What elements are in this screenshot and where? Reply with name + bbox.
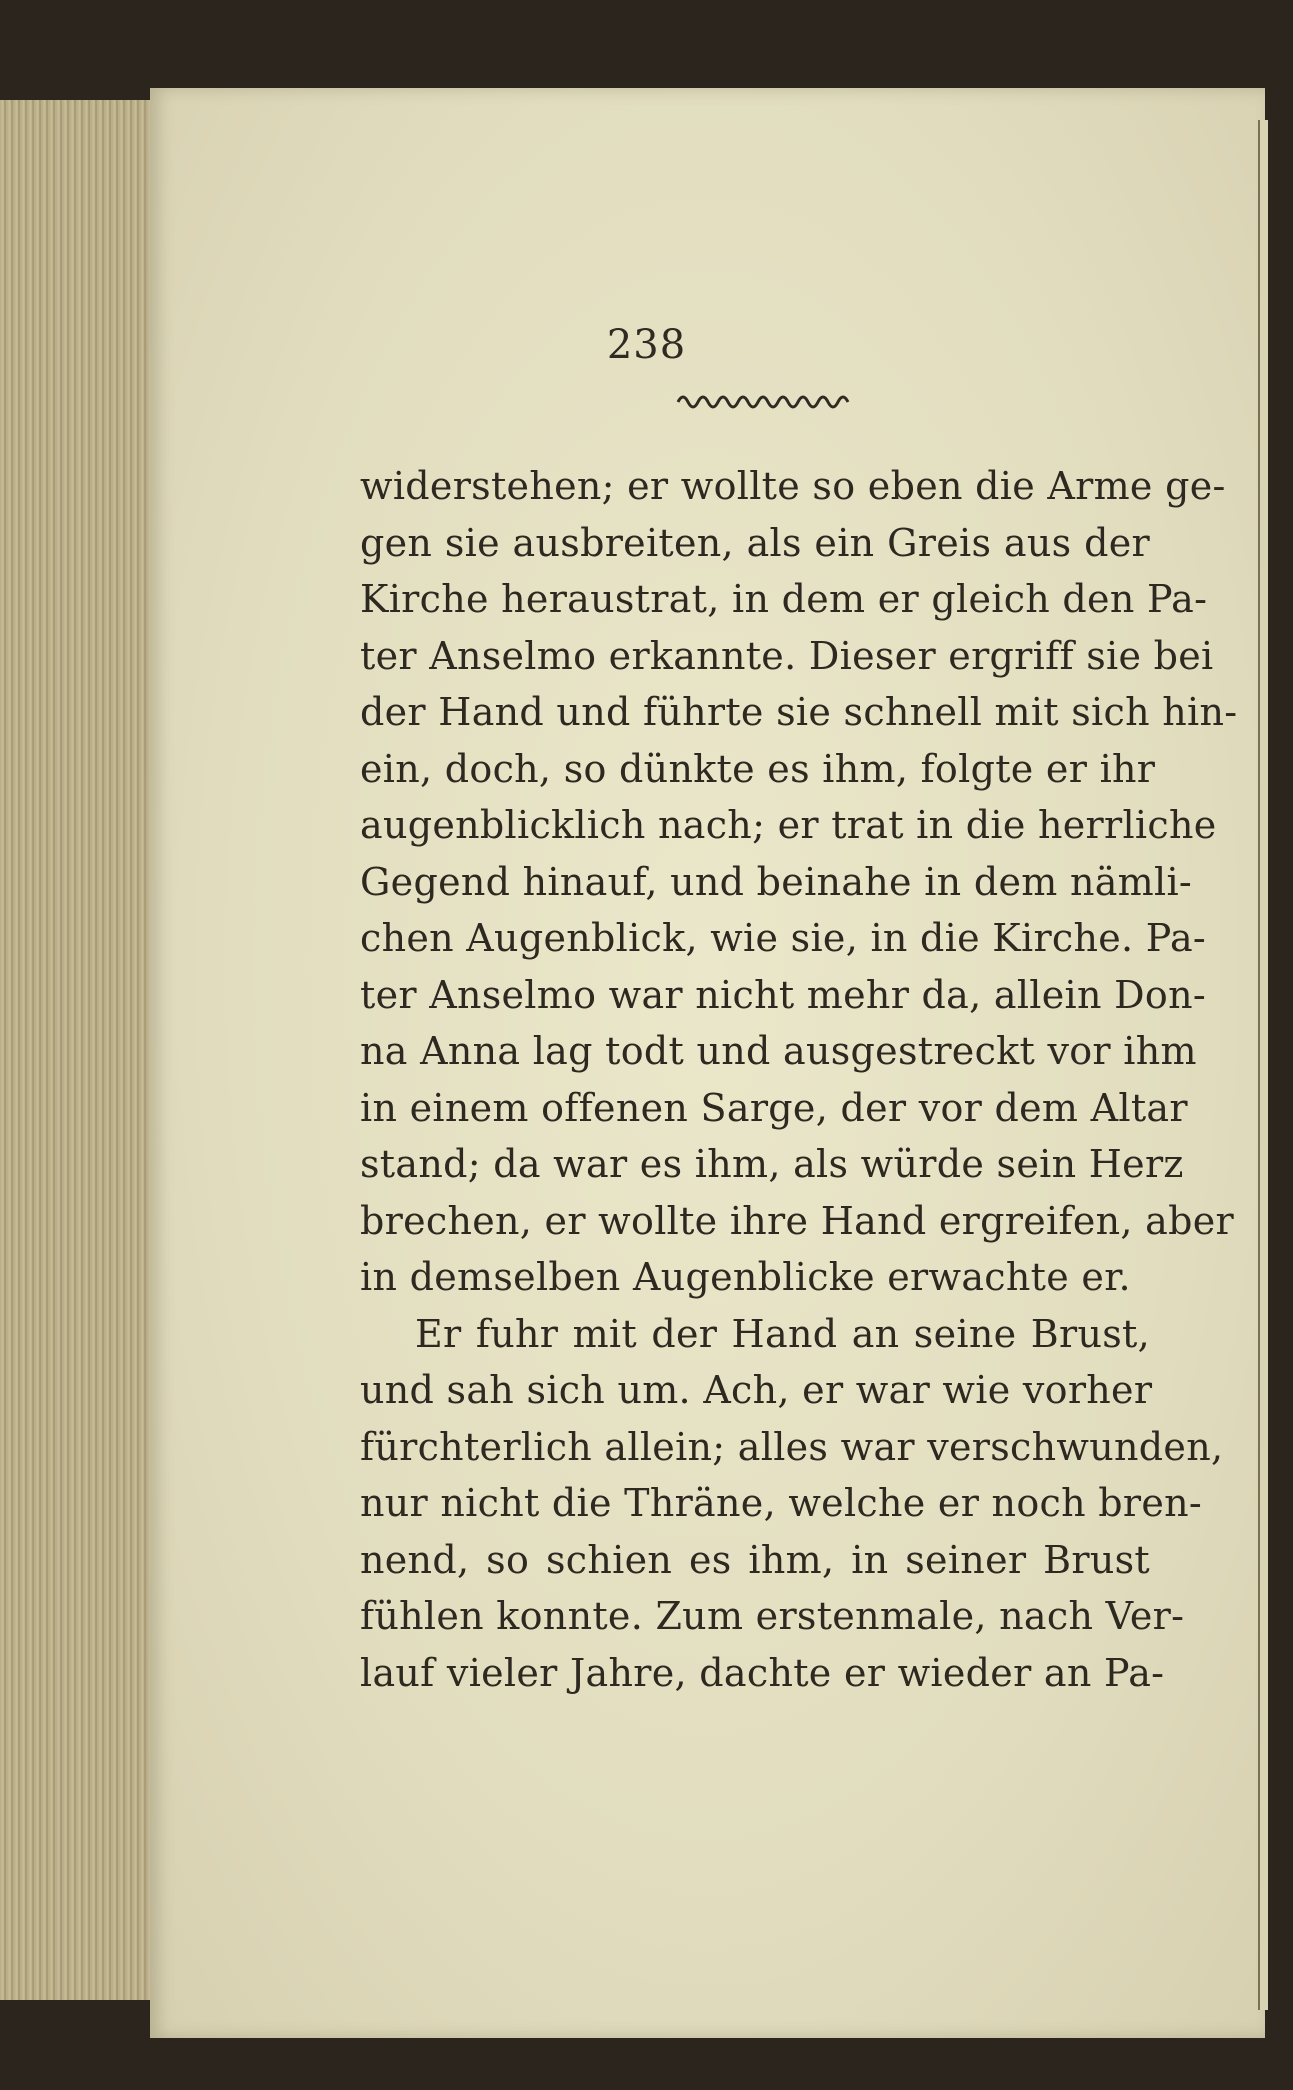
text-line: fürchterlich allein; alles war verschwunden, — [360, 1424, 1224, 1469]
body-text — [360, 458, 1238, 1701]
text-line: fühlen konnte. Zum erstenmale, nach Ver- — [360, 1594, 1185, 1638]
text-line: und sah sich um. Ach, er war wie vorher — [360, 1368, 1153, 1412]
text-line: augenblicklich nach; er trat in die herrliche — [360, 803, 1217, 847]
page-right-edge — [1258, 120, 1268, 2010]
text-line: na Anna lag todt und ausgestreckt vor ihm — [360, 1029, 1197, 1073]
text-line: ter Anselmo erkannte. Dieser ergriff sie bei — [360, 633, 1214, 678]
text-line: nur nicht die Thräne, welche er noch bren- — [360, 1481, 1203, 1525]
wavy-rule-ornament — [676, 388, 856, 412]
text-line: lauf vieler Jahre, dachte er wieder an Pa- — [360, 1650, 1165, 1695]
text-line: chen Augenblick, wie sie, in die Kirche. Pa- — [360, 916, 1207, 960]
paragraph-end-line: in demselben Augenblicke erwachte er. — [360, 1255, 1131, 1299]
book-page-edges — [0, 100, 163, 2000]
text-line: stand; da war es ihm, als würde sein Herz — [360, 1142, 1184, 1186]
text-line: Gegend hinauf, und beinahe in dem nämli- — [360, 859, 1193, 904]
text-line: brechen, er wollte ihre Hand ergreifen, aber — [360, 1198, 1234, 1243]
text-line: gen sie ausbreiten, als ein Greis aus der — [360, 520, 1150, 565]
text-line: widerstehen; er wollte so eben die Arme ge- — [360, 464, 1226, 508]
paragraph-start-line: Er fuhr mit der Hand an seine Brust, — [415, 1311, 1150, 1356]
text-line: ein, doch, so dünkte es ihm, folgte er ihr — [360, 746, 1156, 791]
page-number: 238 — [606, 322, 687, 368]
text-line: Kirche heraustrat, in dem er gleich den Pa- — [360, 577, 1208, 621]
text-line: in einem offenen Sarge, der vor dem Altar — [360, 1085, 1188, 1130]
text-line: der Hand und führte sie schnell mit sich hin- — [360, 690, 1238, 734]
text-line: ter Anselmo war nicht mehr da, allein Don- — [360, 972, 1207, 1017]
text-line: nend, so schien es ihm, in seiner Brust — [360, 1537, 1150, 1582]
